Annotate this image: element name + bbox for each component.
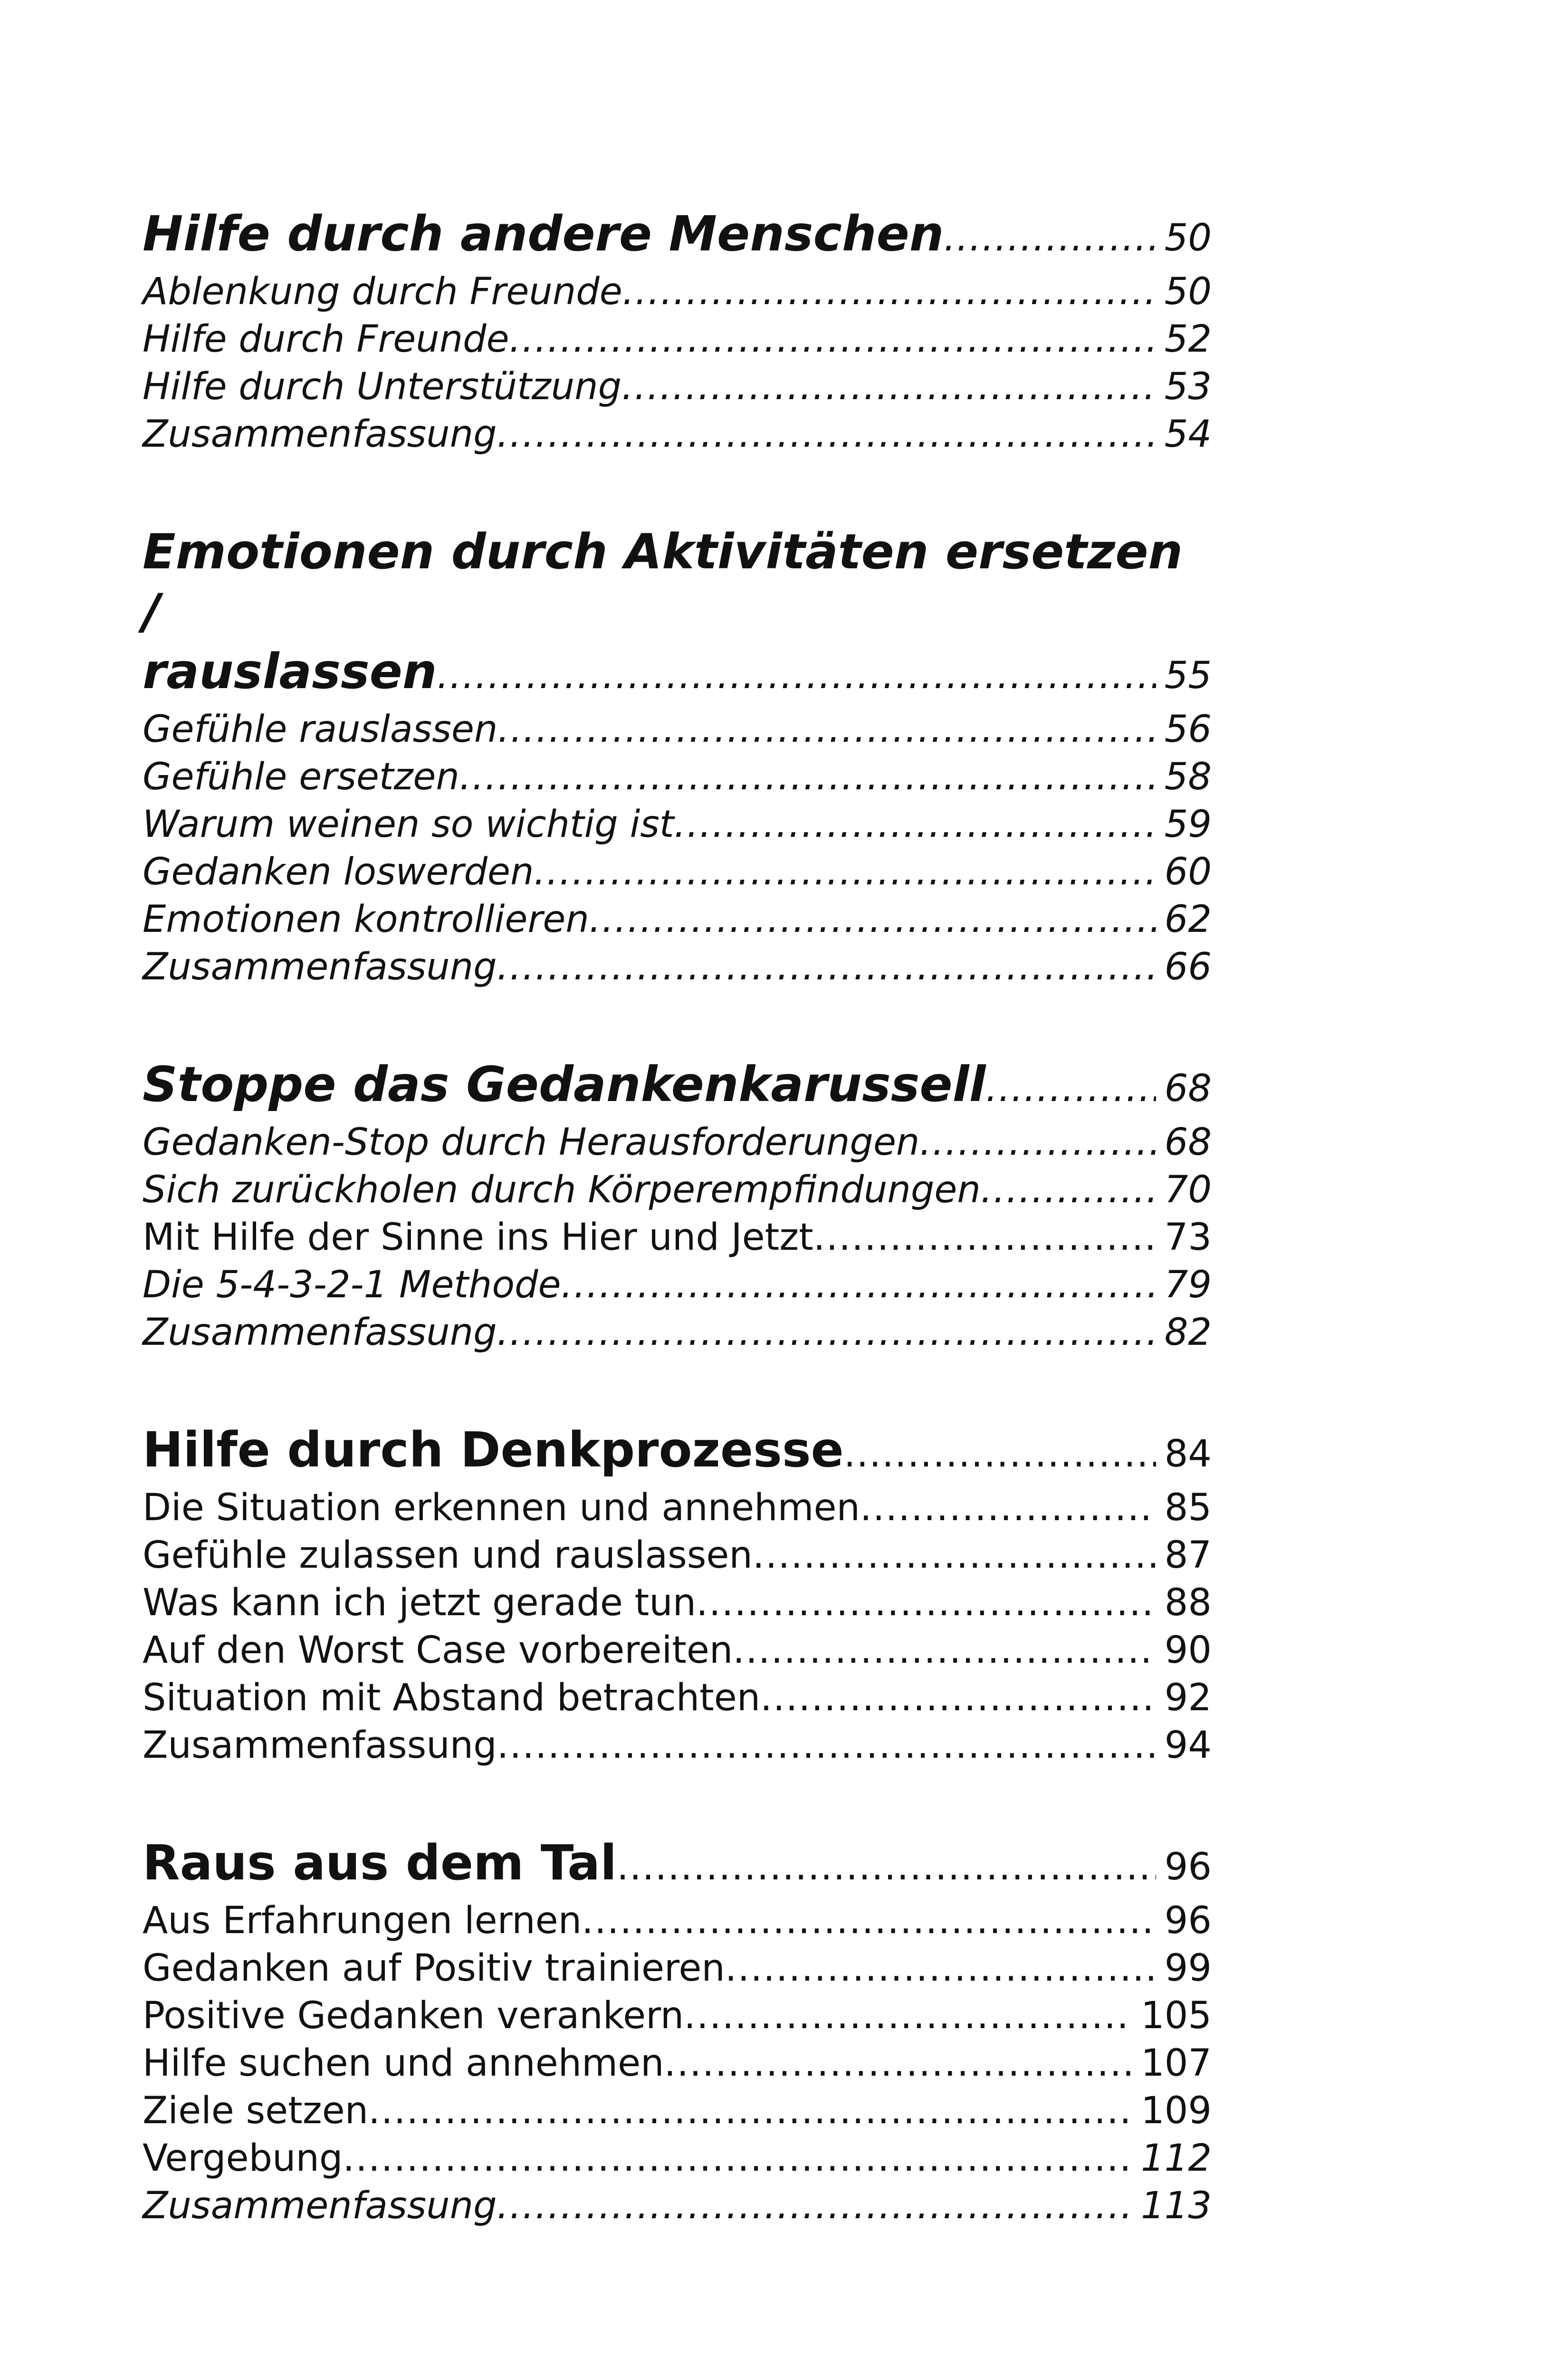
leader-dots [437, 646, 1156, 706]
leader-dots [534, 848, 1156, 896]
toc-entry[interactable] [143, 2135, 1212, 2182]
leader-dots [733, 1627, 1156, 1674]
toc-entry[interactable] [143, 363, 1212, 411]
entry-title: Die 5-4-3-2-1 Methode [143, 1264, 561, 1306]
entry-title: Ablenkung durch Freunde [143, 270, 622, 313]
toc-entry[interactable] [143, 2182, 1212, 2230]
toc-entry[interactable] [143, 1261, 1212, 1309]
toc-entry[interactable] [143, 1484, 1212, 1532]
page-number: 56 [1164, 708, 1212, 751]
toc-section [143, 1420, 1212, 1769]
page-number: 109 [1141, 2089, 1212, 2132]
leader-dots [725, 1945, 1156, 1992]
entry-title: Aus Erfahrungen lernen [143, 1899, 582, 1942]
page-number: 68 [1164, 1121, 1212, 1164]
toc-entry[interactable] [143, 1945, 1212, 1992]
page-number: 59 [1164, 803, 1212, 846]
entry-title: Sich zurückholen durch Körperempfindungen [143, 1169, 981, 1211]
leader-dots [561, 1261, 1156, 1309]
page-number: 107 [1141, 2042, 1212, 2085]
entry-title: Auf den Worst Case vorbereiten [143, 1629, 733, 1672]
leader-dots [760, 1674, 1156, 1722]
page-number: 50 [1164, 270, 1212, 313]
toc-chapter-heading[interactable] [143, 1420, 1212, 1484]
toc-chapter-heading[interactable] [143, 204, 1212, 268]
entry-title: Mit Hilfe der Sinne ins Hier und Jetzt [143, 1216, 813, 1259]
toc-entry[interactable] [143, 943, 1212, 991]
page-number: 52 [1164, 318, 1212, 361]
page-number: 50 [1164, 217, 1212, 259]
leader-dots [343, 2135, 1132, 2182]
leader-dots [753, 1532, 1156, 1579]
entry-title: Was kann ich jetzt gerade tun [143, 1581, 697, 1624]
entry-title: Gedanken-Stop durch Herausforderungen [143, 1121, 920, 1164]
toc-entry[interactable] [143, 1532, 1212, 1579]
entry-title: Ziele setzen [143, 2089, 369, 2132]
page-number: 58 [1164, 756, 1212, 798]
toc-entry[interactable] [143, 896, 1212, 943]
toc-entry[interactable] [143, 268, 1212, 316]
page-number: 99 [1164, 1947, 1212, 1990]
entry-title: Hilfe suchen und annehmen [143, 2042, 664, 2085]
page-number: 112 [1141, 2137, 1212, 2180]
entry-title: Zusammenfassung [143, 1724, 497, 1767]
toc-chapter-heading[interactable] [143, 1055, 1212, 1119]
entry-title: Emotionen kontrollieren [143, 898, 589, 941]
toc-chapter-heading[interactable] [143, 1833, 1212, 1897]
entry-title: Zusammenfassung [143, 2184, 497, 2227]
entry-title: Zusammenfassung [143, 413, 497, 456]
leader-dots [696, 1579, 1156, 1627]
toc-entry[interactable] [143, 2087, 1212, 2135]
entry-title: Hilfe durch Unterstützung [143, 365, 622, 408]
chapter-title: rauslassen [143, 643, 437, 700]
entry-title: Gefühle ersetzen [143, 756, 459, 798]
page-number: 62 [1164, 898, 1212, 941]
entry-title: Hilfe durch Freunde [143, 318, 509, 361]
leader-dots [622, 268, 1156, 316]
toc-entry[interactable] [143, 1897, 1212, 1945]
toc-entry[interactable] [143, 1214, 1212, 1261]
leader-dots [459, 753, 1156, 801]
toc-entry[interactable] [143, 411, 1212, 458]
toc-entry[interactable] [143, 2040, 1212, 2087]
page-number: 105 [1141, 1994, 1212, 2037]
toc-entry[interactable] [143, 1627, 1212, 1674]
page-number: 87 [1164, 1534, 1212, 1577]
toc-section [143, 1055, 1212, 1356]
toc-entry[interactable] [143, 1674, 1212, 1722]
entry-title: Zusammenfassung [143, 1311, 497, 1354]
toc-entry[interactable] [143, 1579, 1212, 1627]
entry-title: Zusammenfassung [143, 946, 497, 988]
leader-dots [844, 1424, 1156, 1484]
page-number: 54 [1164, 413, 1212, 456]
entry-title: Gefühle rauslassen [143, 708, 498, 751]
entry-title: Situation mit Abstand betrachten [143, 1677, 761, 1719]
entry-title: Die Situation erkennen und annehmen [143, 1486, 860, 1529]
leader-dots [674, 801, 1156, 848]
page-number: 84 [1164, 1433, 1212, 1475]
toc-section [143, 204, 1212, 458]
toc-entry[interactable] [143, 1722, 1212, 1769]
page-number: 73 [1164, 1216, 1212, 1259]
page-number: 96 [1164, 1846, 1212, 1888]
entry-title: Vergebung [143, 2137, 343, 2180]
leader-dots [664, 2040, 1133, 2087]
toc-entry[interactable] [143, 801, 1212, 848]
leader-dots [509, 316, 1156, 363]
page-number: 94 [1164, 1724, 1212, 1767]
toc-section [143, 522, 1212, 991]
page-number: 68 [1164, 1067, 1212, 1110]
page-number: 60 [1164, 851, 1212, 893]
page-number: 96 [1164, 1899, 1212, 1942]
entry-title: Warum weinen so wichtig ist [143, 803, 674, 846]
entry-title: Gedanken auf Positiv trainieren [143, 1947, 725, 1990]
leader-dots [497, 411, 1156, 458]
chapter-title-line1: Emotionen durch Aktivitäten ersetzen / [143, 524, 1183, 640]
toc-entry[interactable] [143, 1166, 1212, 1214]
chapter-title: Stoppe das Gedankenkarussell [143, 1056, 986, 1113]
chapter-title: Hilfe durch Denkprozesse [143, 1422, 844, 1478]
leader-dots [684, 1992, 1132, 2040]
chapter-title: Raus aus dem Tal [143, 1835, 617, 1891]
toc-entry[interactable] [143, 316, 1212, 363]
leader-dots [944, 208, 1156, 268]
page-number: 66 [1164, 946, 1212, 988]
leader-dots [986, 1059, 1156, 1119]
leader-dots [368, 2087, 1132, 2135]
toc-chapter-heading[interactable] [143, 522, 1212, 706]
page-number: 85 [1164, 1486, 1212, 1529]
toc-entry[interactable] [143, 706, 1212, 753]
toc-entry[interactable] [143, 753, 1212, 801]
page-number: 113 [1141, 2184, 1212, 2227]
toc-entry[interactable] [143, 848, 1212, 896]
page-number: 79 [1164, 1264, 1212, 1306]
leader-dots [497, 1722, 1156, 1769]
toc-entry[interactable] [143, 1119, 1212, 1166]
leader-dots [589, 896, 1156, 943]
leader-dots [813, 1214, 1156, 1261]
entry-title: Gefühle zulassen und rauslassen [143, 1534, 753, 1577]
leader-dots [497, 1309, 1156, 1356]
page-number: 55 [1164, 654, 1212, 697]
leader-dots [582, 1897, 1156, 1945]
leader-dots [497, 943, 1156, 991]
page-number: 90 [1164, 1629, 1212, 1672]
page-number: 88 [1164, 1581, 1212, 1624]
entry-title: Positive Gedanken verankern [143, 1994, 684, 2037]
page-number: 53 [1164, 365, 1212, 408]
entry-title: Gedanken loswerden [143, 851, 534, 893]
leader-dots [919, 1119, 1156, 1166]
toc-entry[interactable] [143, 1992, 1212, 2040]
page-number: 82 [1164, 1311, 1212, 1354]
toc-entry[interactable] [143, 1309, 1212, 1356]
leader-dots [497, 2182, 1133, 2230]
chapter-title: Hilfe durch andere Menschen [143, 206, 944, 262]
page-number: 92 [1164, 1677, 1212, 1719]
table-of-contents [143, 204, 1212, 2294]
leader-dots [617, 1837, 1156, 1897]
leader-dots [981, 1166, 1156, 1214]
toc-section [143, 1833, 1212, 2230]
leader-dots [621, 363, 1156, 411]
leader-dots [860, 1484, 1156, 1532]
leader-dots [497, 706, 1156, 753]
page-number: 70 [1164, 1169, 1212, 1211]
